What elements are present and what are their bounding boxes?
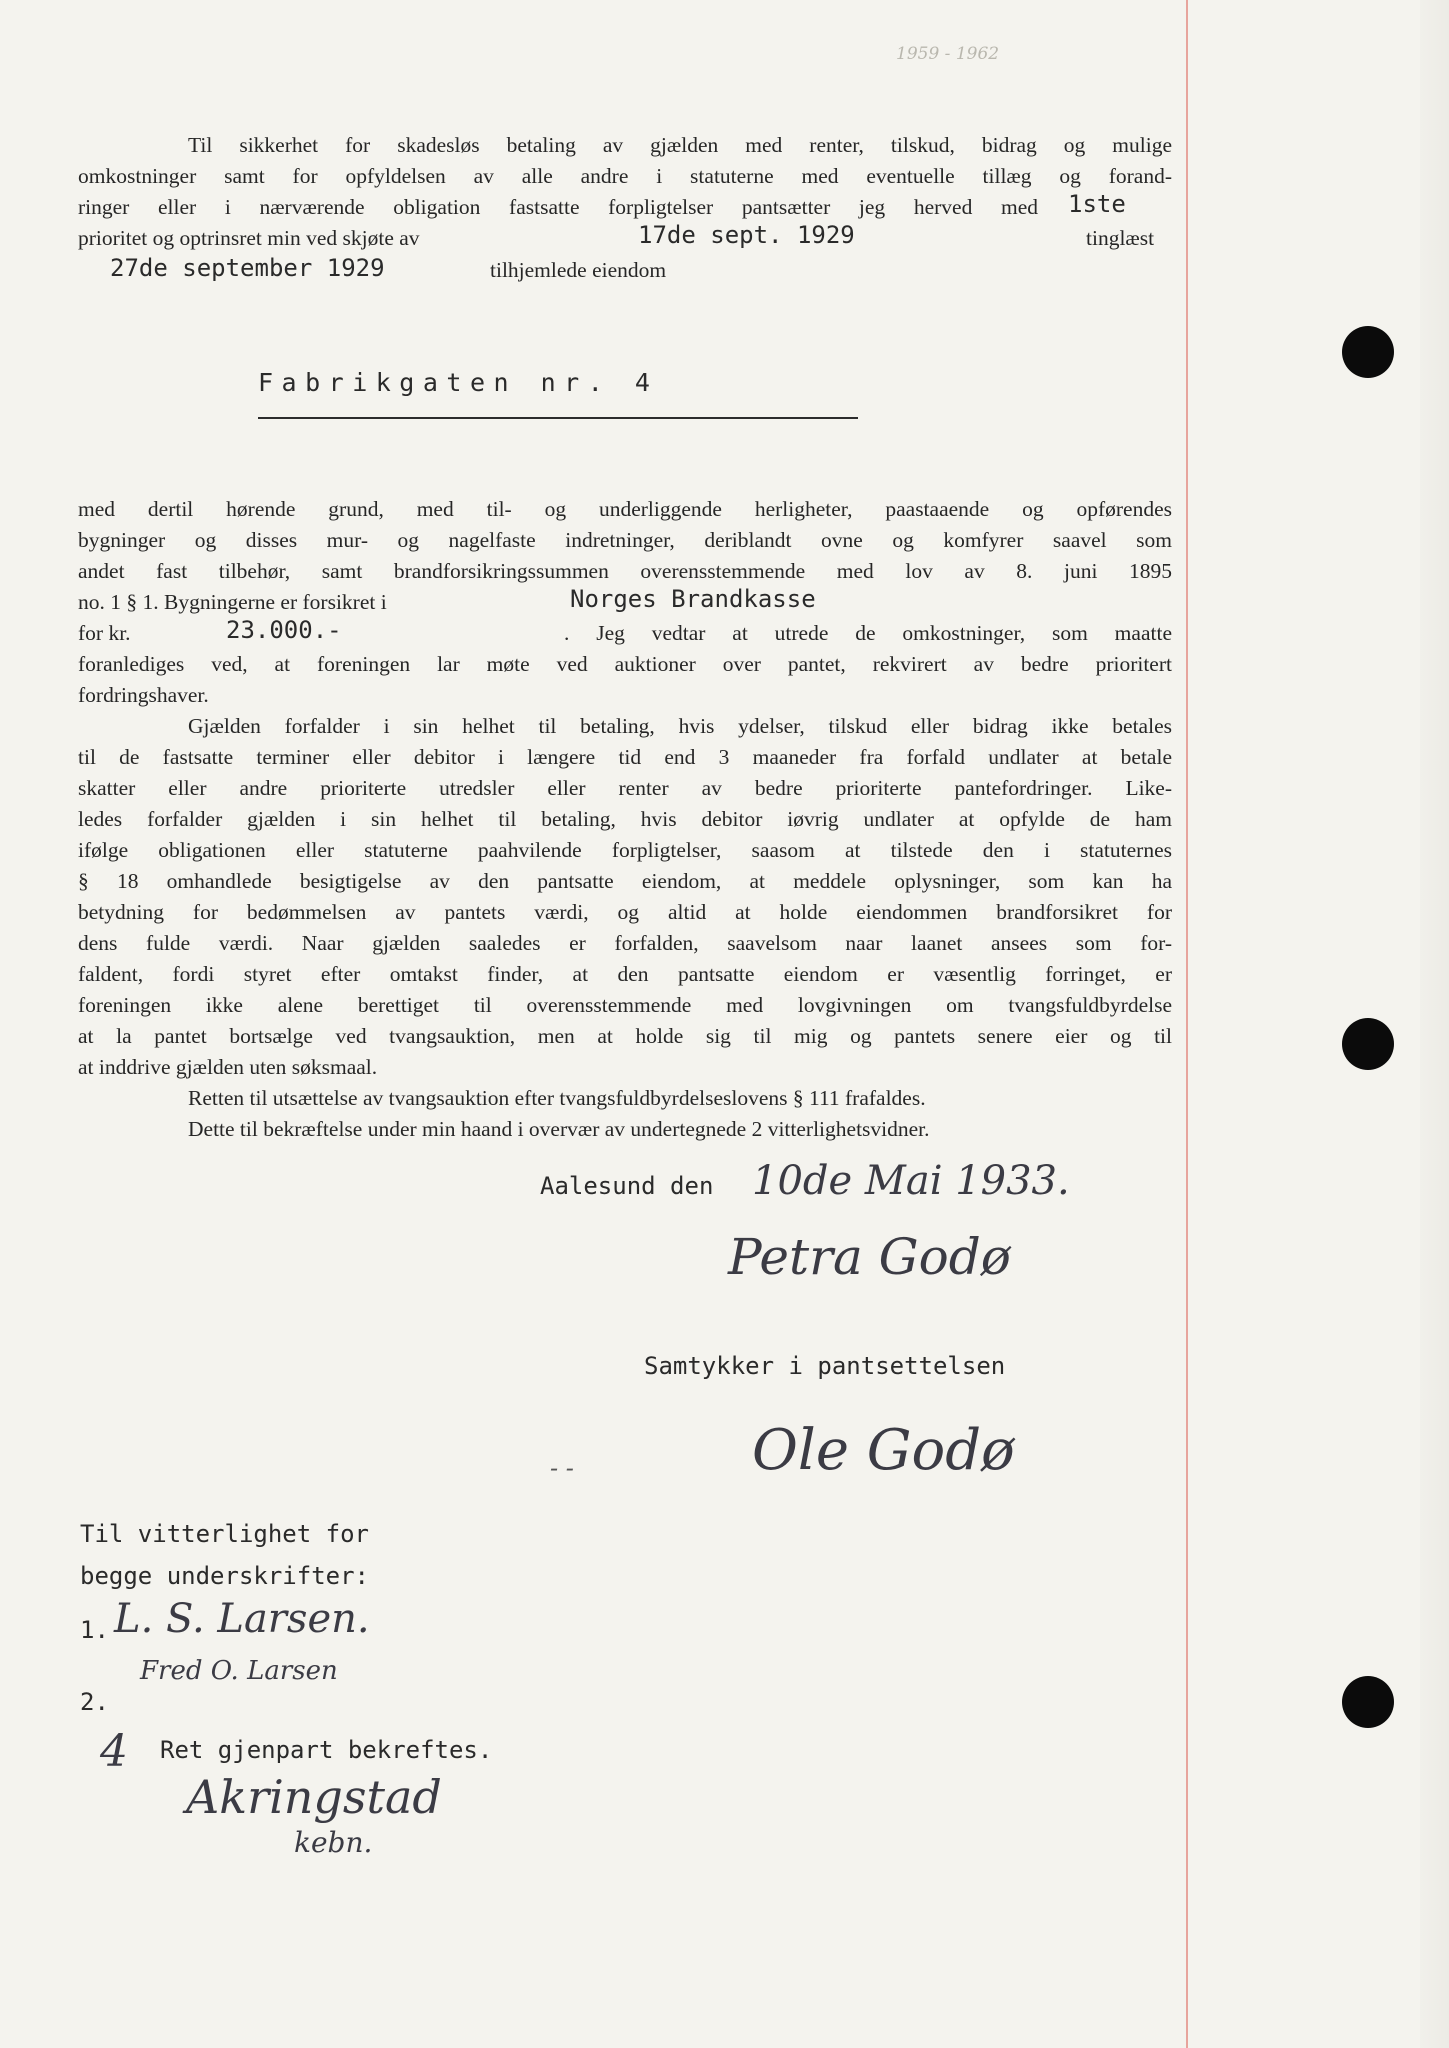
insurer-typed: Norges Brandkasse bbox=[570, 585, 816, 613]
margin-rule bbox=[1186, 0, 1188, 2048]
heading-underline bbox=[258, 417, 858, 419]
para2-line3: andet fast tilbehør, samt brandforsikringssummen overensstemmende med lov av 8. juni 1895 bbox=[78, 559, 1172, 583]
para3-line9: faldent, fordi styret efter omtakst finder, at den pantsatte eiendom er væsentlig forringet, er bbox=[78, 962, 1172, 986]
certified-typed: Ret gjenpart bekreftes. bbox=[160, 1736, 493, 1764]
witness-line2: begge underskrifter: bbox=[80, 1562, 369, 1590]
witness-line1: Til vitterlighet for bbox=[80, 1520, 369, 1548]
para2-line2: bygninger og disses mur- og nagelfaste indretninger, deriblandt ovne og komfyrer saavel som bbox=[78, 528, 1172, 552]
witness-signature-1: L. S. Larsen. bbox=[114, 1596, 370, 1642]
punch-hole-bottom bbox=[1342, 1676, 1394, 1728]
deed-date-typed: 17de sept. 1929 bbox=[638, 221, 855, 249]
para5-line: Dette til bekræftelse under min haand i overvær av undertegnede 2 vitterlighetsvidner. bbox=[188, 1117, 930, 1141]
para3-line3: skatter eller andre prioriterte utredsler eller renter av bedre prioriterte pantefordringer. Like- bbox=[78, 776, 1172, 800]
signature-petra-godo: Petra Godø bbox=[728, 1228, 1011, 1286]
para3-line1: Gjælden forfalder i sin helhet til betaling, hvis ydelser, tilskud eller bidrag ikke betales bbox=[188, 714, 1172, 738]
consent-typed: Samtykker i pantsettelsen bbox=[644, 1352, 1006, 1380]
property-heading: Fabrikgaten nr. 4 bbox=[258, 368, 659, 397]
witness-number-1: 1. bbox=[80, 1616, 109, 1644]
witness-signature-2: Fred O. Larsen bbox=[140, 1656, 338, 1686]
para3-line2: til de fastsatte terminer eller debitor i længere tid end 3 maaneder fra forfald undlater at betale bbox=[78, 745, 1172, 769]
para1-line4: prioritet og optrinsret min ved skjøte av bbox=[78, 226, 420, 250]
para3-line10: foreningen ikke alene berettiget til overensstemmende med lovgivningen om tvangsfuldbyrdelse bbox=[78, 993, 1172, 1017]
page-edge bbox=[1420, 0, 1449, 2048]
para2-line7: fordringshaver. bbox=[78, 683, 209, 707]
para1-line5: tilhjemlede eiendom bbox=[490, 258, 667, 282]
punch-hole-top bbox=[1342, 326, 1394, 378]
para3-line12: at inddrive gjælden uten søksmaal. bbox=[78, 1055, 378, 1079]
para4-line: Retten til utsættelse av tvangsauktion efter tvangsfuldbyrdelseslovens § 111 frafaldes. bbox=[188, 1086, 926, 1110]
registered-date-typed: 27de september 1929 bbox=[110, 254, 385, 282]
dash-mark: - - bbox=[550, 1454, 574, 1482]
signature-ole-godo: Ole Godø bbox=[752, 1418, 1015, 1483]
certify-mark: 4 bbox=[100, 1726, 128, 1777]
para2-line1: med dertil hørende grund, med til- og underliggende herligheter, paastaaende og opførendes bbox=[78, 497, 1172, 521]
para3-line5: ifølge obligationen eller statuterne paahvilende forpligtelser, saasom at tilstede den i statuternes bbox=[78, 838, 1172, 862]
faint-top-mark: 1959 - 1962 bbox=[896, 44, 1000, 64]
certifier-title: kebn. bbox=[294, 1826, 373, 1859]
para1-line1: Til sikkerhet for skadesløs betaling av gjælden med renter, tilskud, bidrag og mulige bbox=[188, 133, 1172, 157]
para3-line6: § 18 omhandlede besigtigelse av den pantsatte eiendom, at meddele oplysninger, som kan ha bbox=[78, 869, 1172, 893]
amount-typed: 23.000.- bbox=[226, 616, 342, 644]
witness-number-2: 2. bbox=[80, 1688, 109, 1716]
certifier-signature: Akringstad bbox=[186, 1770, 442, 1824]
para1-line3: ringer eller i nærværende obligation fastsatte forpligtelser pantsætter jeg herved med bbox=[78, 195, 1038, 219]
para2-line6: foranlediges ved, at foreningen lar møte ved auktioner over pantet, rekvirert av bedre prioritert bbox=[78, 652, 1172, 676]
para2-line4: no. 1 § 1. Bygningerne er forsikret i bbox=[78, 590, 387, 614]
tinglaest-label: tinglæst bbox=[1086, 226, 1155, 250]
punch-hole-middle bbox=[1342, 1018, 1394, 1070]
para3-line7: betydning for bedømmelsen av pantets værdi, og altid at holde eiendommen brandforsikret for bbox=[78, 900, 1172, 924]
para2-line5b: . Jeg vedtar at utrede de omkostninger, som maatte bbox=[564, 621, 1172, 645]
date-handwritten: 10de Mai 1933. bbox=[752, 1158, 1070, 1204]
para3-line11: at la pantet bortsælge ved tvangsauktion, men at holde sig til mig og pantets senere eier og til bbox=[78, 1024, 1172, 1048]
place-typed: Aalesund den bbox=[540, 1172, 714, 1200]
para1-line2: omkostninger samt for opfyldelsen av alle andre i statuterne med eventuelle tillæg og forand- bbox=[78, 164, 1172, 188]
para3-line4: ledes forfalder gjælden i sin helhet til betaling, hvis debitor iøvrig undlater at opfylde de ham bbox=[78, 807, 1172, 831]
para2-line5a: for kr. bbox=[78, 621, 131, 645]
para3-line8: dens fulde værdi. Naar gjælden saaledes er forfalden, saavelsom naar laanet ansees som for- bbox=[78, 931, 1172, 955]
priority-typed: 1ste bbox=[1068, 190, 1126, 218]
